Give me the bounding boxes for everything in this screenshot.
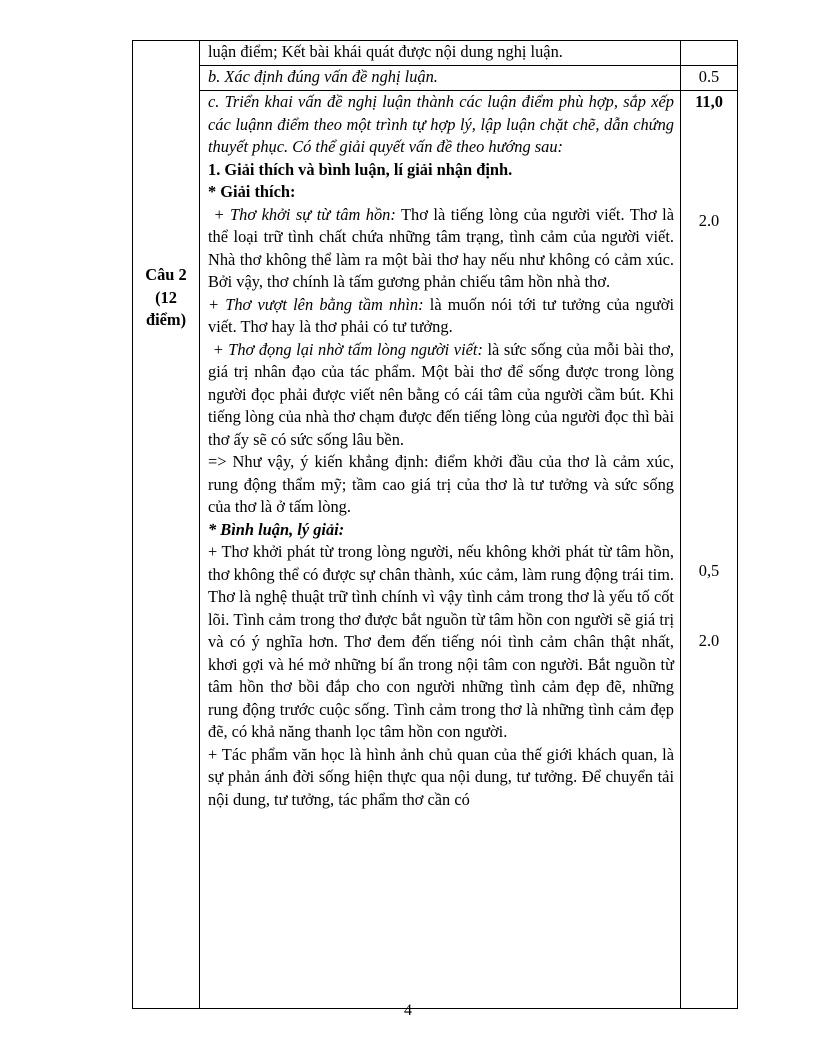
row-b-text: b. Xác định đúng vấn đề nghị luận. [208,67,438,86]
score-explain: 2.0 [698,211,720,230]
question-label: Câu 2 (12 điểm) [145,265,187,329]
score-comment: 2.0 [698,631,720,650]
paragraph: + Thơ khởi sự từ tâm hồn: Thơ là tiếng lòng của người viết. Thơ là thể loại trữ tình chất chứa những tâm trạng, tình cảm của người viết. Nhà thơ không thể làm ra một bài thơ hay nếu như không có cảm xúc. Bởi vậy, thơ chính là tấm gương phản chiếu tâm hồn nhà thơ. [208,204,674,291]
row-a-text: luận điểm; Kết bài khái quát được nội dung nghị luận. [208,42,563,61]
score-cell [681,66,738,91]
subheading-comment: * Bình luận, lý giải: [208,519,345,539]
score-cell [681,91,738,1009]
content-cell [200,41,681,66]
content-cell [200,66,681,91]
paragraph: + Thơ đọng lại nhờ tấm lòng người viết: là sức sống của mỗi bài thơ, giá trị nhân đạo của tác phẩm. Một bài thơ để sống được trong lòng người đọc phải được viết nên bằng có cái tâm của người cầm bút. Khi tiếng lòng của nhà thơ chạm được đến tiếng lòng của người đọc thì bài thơ ấy sẽ có sức sống lâu bền. [208,339,674,449]
table-row [133,66,738,91]
content-cell [200,91,681,1009]
paragraph: + Thơ khởi phát từ trong lòng người, nếu không khởi phát từ tâm hồn, thơ không thể có được sự chân thành, xúc cảm, làm rung động trái tim. Thơ là nghệ thuật trữ tình chính vì vậy tình cảm trong thơ là yếu tố cốt lõi. Tình cảm trong thơ được bắt nguồn từ tâm hồn con người sẽ giá trị và có ý nghĩa hơn. Thơ đem đến tiếng nói tình cảm chân thật nhất, khơi gợi và hé mở những bí ẩn trong nội tâm con người. Bắt nguồn từ tâm hồn thơ bồi đắp cho con người những tình cảm đẹp đẽ, những rung động trước cuộc sống. Tình cảm trong thơ là những tình cảm đẹp đẽ, có khả năng thanh lọc tâm hồn con người. [208,542,674,741]
paragraph: + Thơ vượt lên bằng tầm nhìn: là muốn nói tới tư tưởng của người viết. Thơ hay là thơ phải có tư tưởng. [208,294,674,336]
grading-table [132,40,738,1009]
section-heading: 1. Giải thích và bình luận, lí giải nhận định. [208,159,513,179]
score-conclude: 0,5 [698,561,720,580]
row-b-score: 0.5 [698,67,720,86]
intro-paragraph: c. Triển khai vấn đề nghị luận thành các luận điểm phù hợp, sắp xếp các luậnn điểm theo một trình tự hợp lý, lập luận chặt chẽ, dẫn chứng thuyết phục. Có thể giải quyết vấn đề theo hướng sau: [208,92,674,156]
score-total: 11,0 [695,92,723,111]
table-row [133,91,738,1009]
paragraph: => Như vậy, ý kiến khẳng định: điểm khởi đầu của thơ là cảm xúc, rung động thẩm mỹ; tầm cao giá trị của thơ là tư tưởng và sức sống của thơ là ở tấm lòng. [208,452,674,516]
row-c-body [200,91,680,811]
question-cell [133,41,200,1009]
score-cell [681,41,738,66]
table-row [133,41,738,66]
paragraph: + Tác phẩm văn học là hình ảnh chủ quan của thế giới khách quan, là sự phản ánh đời sống hiện thực qua nội dung, tư tưởng. Để chuyển tải nội dung, tư tưởng, tác phẩm thơ cần có [208,744,674,809]
subheading-explain: * Giải thích: [208,182,296,201]
page-number: 4 [404,1002,412,1019]
